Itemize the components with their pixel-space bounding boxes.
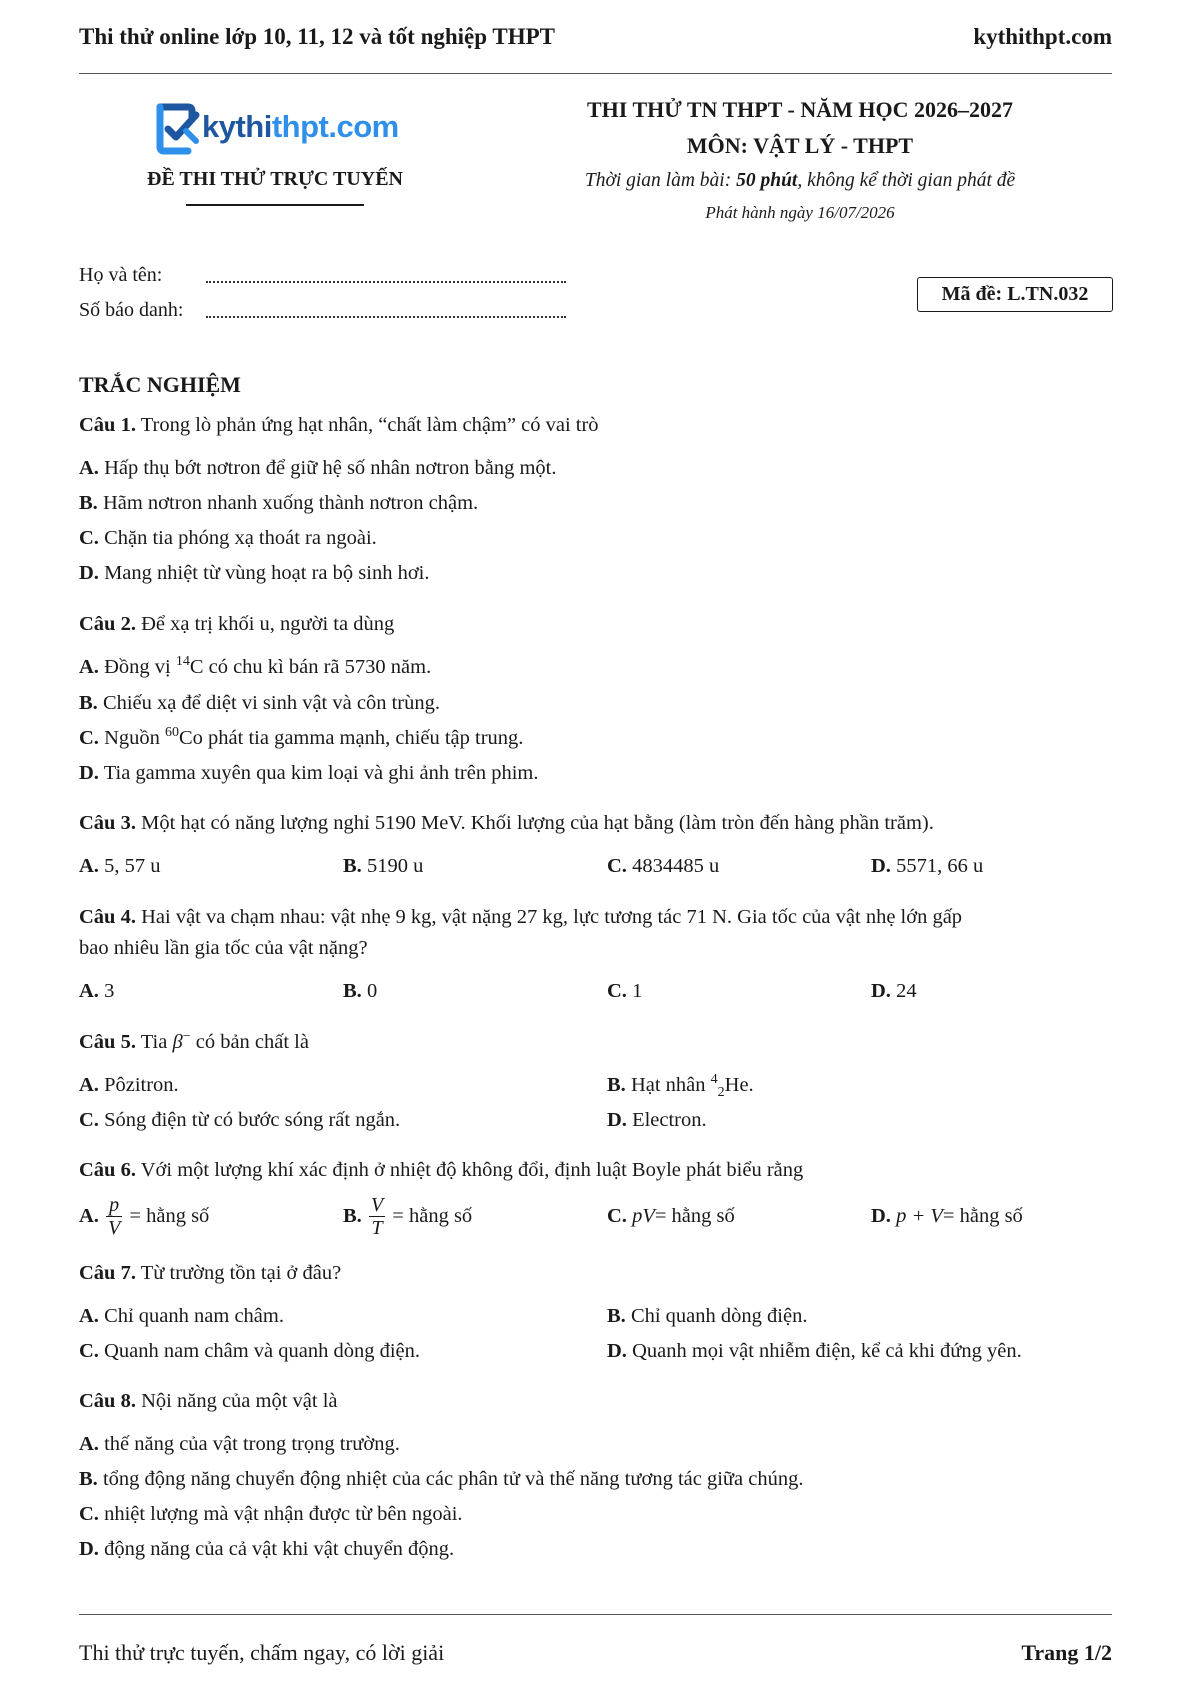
q4-option-b[interactable] bbox=[343, 976, 377, 1006]
question-label: Câu 6. bbox=[79, 1159, 136, 1181]
q1-option-d[interactable] bbox=[79, 558, 430, 588]
option-text: thế năng của vật trong trọng trường. bbox=[104, 1433, 400, 1455]
option-label: B. bbox=[607, 1305, 626, 1327]
option-label: D. bbox=[607, 1109, 627, 1131]
q1-option-c[interactable] bbox=[79, 523, 377, 553]
option-text: Nguồn bbox=[104, 727, 165, 749]
option-text: Chỉ quanh dòng điện. bbox=[630, 1305, 808, 1327]
option-text: 24 bbox=[896, 980, 917, 1002]
q2-option-c[interactable] bbox=[79, 723, 523, 753]
option-text: Chiếu xạ để diệt vi sinh vật và côn trùng. bbox=[102, 692, 440, 714]
question-label: Câu 3. bbox=[79, 812, 136, 834]
fraction-denominator: T bbox=[371, 1216, 383, 1239]
option-label: A. bbox=[79, 980, 99, 1002]
page-number: Trang 1/2 bbox=[1021, 1640, 1112, 1665]
q6-option-d[interactable] bbox=[871, 1190, 1023, 1242]
question-label: Câu 7. bbox=[79, 1262, 136, 1284]
option-text: Tia gamma xuyên qua kim loại và ghi ảnh trên phim. bbox=[103, 762, 539, 784]
q1-option-a[interactable] bbox=[79, 453, 557, 483]
option-label: C. bbox=[607, 855, 627, 877]
question-2 bbox=[79, 609, 394, 639]
site-logo[interactable] bbox=[152, 101, 412, 157]
name-field[interactable] bbox=[206, 281, 566, 283]
option-label: D. bbox=[871, 980, 891, 1002]
question-label: Câu 5. bbox=[79, 1031, 136, 1053]
option-label: D. bbox=[871, 855, 891, 877]
q8-option-b[interactable] bbox=[79, 1464, 803, 1494]
question-text: Tia bbox=[140, 1031, 173, 1053]
header-divider bbox=[79, 73, 1112, 74]
option-label: D. bbox=[79, 562, 99, 584]
q3-option-d[interactable] bbox=[871, 851, 983, 881]
question-text: có bản chất là bbox=[190, 1031, 309, 1053]
logo-text-dark: kythi bbox=[202, 109, 272, 144]
option-text: 5190 u bbox=[366, 855, 424, 877]
option-label: B. bbox=[79, 492, 98, 514]
q2-option-b[interactable] bbox=[79, 688, 440, 718]
fraction-numerator: V bbox=[370, 1193, 384, 1216]
option-text: 1 bbox=[632, 980, 643, 1002]
option-text: Hạt nhân bbox=[630, 1074, 711, 1096]
option-label: D. bbox=[871, 1205, 891, 1227]
question-5 bbox=[79, 1027, 309, 1057]
question-text: Một hạt có năng lượng nghỉ 5190 MeV. Khối lượng của hạt bằng (làm tròn đến hàng phần trăm). bbox=[141, 812, 934, 834]
option-text: C có chu kì bán rã 5730 năm. bbox=[189, 656, 432, 678]
question-6 bbox=[79, 1155, 803, 1185]
question-text: Nội năng của một vật là bbox=[141, 1390, 338, 1412]
q2-option-a[interactable] bbox=[79, 652, 431, 682]
option-text: Chỉ quanh nam châm. bbox=[104, 1305, 284, 1327]
option-text: = hằng số bbox=[129, 1205, 210, 1227]
q5-option-c[interactable] bbox=[79, 1105, 400, 1135]
q1-option-b[interactable] bbox=[79, 488, 478, 518]
option-label: A. bbox=[79, 1074, 99, 1096]
footer-tagline: Thi thử trực tuyến, chấm ngay, có lời giải bbox=[79, 1640, 445, 1665]
question-text: bao nhiêu lần gia tốc của vật nặng? bbox=[79, 937, 368, 959]
option-label: A. bbox=[79, 1433, 99, 1455]
option-text: Electron. bbox=[632, 1109, 707, 1131]
option-label: D. bbox=[79, 1538, 99, 1560]
student-id-field[interactable] bbox=[206, 316, 566, 318]
option-text: Đồng vị bbox=[104, 656, 176, 678]
q7-option-a[interactable] bbox=[79, 1301, 284, 1331]
option-text: 4834485 u bbox=[632, 855, 720, 877]
option-text: 5, 57 u bbox=[104, 855, 161, 877]
section-title: TRẮC NGHIỆM bbox=[79, 372, 241, 397]
option-text: = hằng số bbox=[392, 1205, 473, 1227]
q3-option-a[interactable] bbox=[79, 851, 160, 881]
question-label: Câu 4. bbox=[79, 906, 136, 928]
fraction-denominator: V bbox=[108, 1216, 121, 1239]
exam-code-box: Mã đề: L.TN.032 bbox=[917, 277, 1113, 312]
q4-option-c[interactable] bbox=[607, 976, 642, 1006]
option-label: A. bbox=[79, 855, 99, 877]
release-date: Phát hành ngày 16/07/2026 bbox=[705, 203, 895, 222]
charge-sign: − bbox=[182, 1029, 191, 1044]
option-label: D. bbox=[79, 762, 99, 784]
fraction-numerator: p bbox=[106, 1195, 122, 1217]
option-label: A. bbox=[79, 457, 99, 479]
mass-number: 14 bbox=[175, 654, 190, 669]
option-label: B. bbox=[79, 1468, 98, 1490]
option-text: nhiệt lượng mà vật nhận được từ bên ngoài. bbox=[104, 1503, 463, 1525]
q6-option-c[interactable] bbox=[607, 1190, 735, 1242]
question-label: Câu 1. bbox=[79, 414, 136, 436]
exam-duration bbox=[520, 170, 1080, 192]
formula: p + V bbox=[896, 1205, 943, 1227]
q7-option-c[interactable] bbox=[79, 1336, 420, 1366]
option-text: Hấp thụ bớt nơtron để giữ hệ số nhân nơtron bằng một. bbox=[104, 457, 557, 479]
q3-option-b[interactable] bbox=[343, 851, 423, 881]
mass-number: 4 bbox=[710, 1072, 718, 1087]
logo-icon bbox=[152, 101, 202, 155]
option-label: D. bbox=[607, 1340, 627, 1362]
option-text: 3 bbox=[104, 980, 115, 1002]
q8-option-c[interactable] bbox=[79, 1499, 463, 1529]
option-label: B. bbox=[343, 980, 362, 1002]
q8-option-d[interactable] bbox=[79, 1534, 454, 1564]
exam-type-title: ĐỀ THI THỬ TRỰC TUYẾN bbox=[147, 168, 403, 190]
option-label: A. bbox=[79, 1305, 99, 1327]
q5-option-b[interactable] bbox=[607, 1070, 754, 1100]
option-label: B. bbox=[343, 1205, 362, 1227]
q5-option-d[interactable] bbox=[607, 1105, 707, 1135]
mass-number: 60 bbox=[165, 725, 179, 740]
option-text: động năng của cả vật khi vật chuyển động. bbox=[104, 1538, 455, 1560]
q2-option-d[interactable] bbox=[79, 758, 539, 788]
q6-option-b[interactable] bbox=[343, 1190, 472, 1242]
option-text: Quanh mọi vật nhiễm điện, kể cả khi đứng yên. bbox=[632, 1340, 1022, 1362]
option-text: = hằng số bbox=[654, 1205, 735, 1227]
question-4 bbox=[79, 902, 962, 932]
option-text: Hãm nơtron nhanh xuống thành nơtron chậm. bbox=[102, 492, 479, 514]
fraction bbox=[106, 1195, 122, 1238]
option-label: B. bbox=[79, 692, 98, 714]
option-text: 5571, 66 u bbox=[896, 855, 984, 877]
option-text: Co phát tia gamma mạnh, chiếu tập trung. bbox=[179, 727, 524, 749]
question-text: Hai vật va chạm nhau: vật nhẹ 9 kg, vật nặng 27 kg, lực tương tác 71 N. Gia tốc của vật nhẹ lớn gấp bbox=[141, 906, 963, 928]
q4-option-d[interactable] bbox=[871, 976, 917, 1006]
logo-text-light: thpt.com bbox=[271, 109, 399, 144]
q7-option-b[interactable] bbox=[607, 1301, 807, 1331]
title-underline bbox=[186, 204, 364, 206]
question-3 bbox=[79, 808, 934, 838]
header-left-text: Thi thử online lớp 10, 11, 12 và tốt nghiệp THPT bbox=[79, 24, 555, 49]
duration-suffix: , không kể thời gian phát đề bbox=[797, 170, 1016, 191]
option-label: C. bbox=[79, 527, 99, 549]
exam-title: THI THỬ TN THPT - NĂM HỌC 2026–2027 bbox=[587, 97, 1013, 122]
option-label: C. bbox=[79, 1340, 99, 1362]
option-text: tổng động năng chuyển động nhiệt của các phân tử và thế năng tương tác giữa chúng. bbox=[102, 1468, 804, 1490]
option-label: C. bbox=[79, 1109, 99, 1131]
question-7 bbox=[79, 1258, 341, 1288]
q3-option-c[interactable] bbox=[607, 851, 719, 881]
q4-option-a[interactable] bbox=[79, 976, 114, 1006]
option-text: = hằng số bbox=[942, 1205, 1023, 1227]
student-id-label: Số báo danh: bbox=[79, 299, 184, 321]
option-label: A. bbox=[79, 1205, 99, 1227]
option-text: 0 bbox=[366, 980, 378, 1002]
atomic-number: 2 bbox=[717, 1085, 725, 1100]
option-label: C. bbox=[79, 1503, 99, 1525]
duration-prefix: Thời gian làm bài: bbox=[584, 170, 737, 191]
q8-option-a[interactable] bbox=[79, 1429, 400, 1459]
question-label: Câu 8. bbox=[79, 1390, 136, 1412]
option-text: Chặn tia phóng xạ thoát ra ngoài. bbox=[104, 527, 377, 549]
question-label: Câu 2. bbox=[79, 613, 136, 635]
footer-divider bbox=[79, 1614, 1112, 1615]
q7-option-d[interactable] bbox=[607, 1336, 1022, 1366]
option-label: A. bbox=[79, 656, 99, 678]
option-label: B. bbox=[607, 1074, 626, 1096]
fraction bbox=[369, 1195, 385, 1238]
question-8 bbox=[79, 1386, 338, 1416]
option-label: B. bbox=[343, 855, 362, 877]
option-text: Sóng điện từ có bước sóng rất ngắn. bbox=[104, 1109, 401, 1131]
option-text: He. bbox=[724, 1074, 754, 1096]
formula: pV bbox=[632, 1205, 655, 1227]
header-site-link[interactable]: kythithpt.com bbox=[973, 24, 1112, 49]
question-text: Để xạ trị khối u, người ta dùng bbox=[141, 613, 395, 635]
question-text: Với một lượng khí xác định ở nhiệt độ không đổi, định luật Boyle phát biểu rằng bbox=[140, 1159, 804, 1181]
option-text: Quanh nam châm và quanh dòng điện. bbox=[104, 1340, 421, 1362]
question-4-continued bbox=[79, 933, 368, 963]
option-label: C. bbox=[607, 1205, 627, 1227]
option-text: Mang nhiệt từ vùng hoạt ra bộ sinh hơi. bbox=[104, 562, 430, 584]
q5-option-a[interactable] bbox=[79, 1070, 179, 1100]
beta-symbol: β bbox=[172, 1031, 183, 1053]
option-text: Pôzitron. bbox=[104, 1074, 179, 1096]
question-text: Trong lò phản ứng hạt nhân, “chất làm chậm” có vai trò bbox=[140, 414, 599, 436]
option-label: C. bbox=[607, 980, 627, 1002]
question-1 bbox=[79, 410, 599, 440]
question-text: Từ trường tồn tại ở đâu? bbox=[140, 1262, 342, 1284]
option-label: C. bbox=[79, 727, 99, 749]
name-label: Họ và tên: bbox=[79, 264, 163, 286]
duration-value: 50 phút bbox=[736, 170, 798, 191]
exam-subject: MÔN: VẬT LÝ - THPT bbox=[686, 133, 914, 158]
q6-option-a[interactable] bbox=[79, 1190, 209, 1242]
